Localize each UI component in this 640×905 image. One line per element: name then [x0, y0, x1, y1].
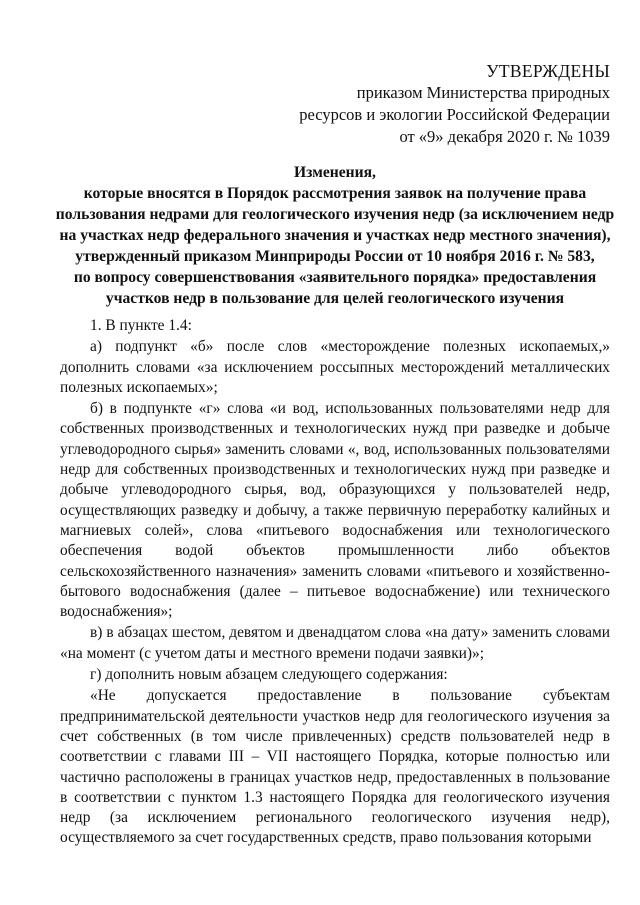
body-paragraph: «Не допускается предоставление в пользование субъектам предпринимательской деятельности участков недр для геологического изучения за счет собственных (в том числе привлеченных) средств пользователей недр в соответствии с главами III – VII настоящего Порядка, которые полностью или частично расположены в границах участков недр, предоставленных в пользование в соответствии с пунктом 1.3 настоящего Порядка для геологического изучения недр (за исключением регионального геологического изучения недр), осуществляемого за счет государственных средств, право пользования которыми — [60, 687, 610, 847]
heading-line: на участках недр федерального значения и участках недр местного значения), — [59, 227, 611, 244]
heading-line: по вопросу совершенствования «заявительного порядка» предоставления — [73, 269, 597, 286]
document-heading — [55, 162, 615, 309]
body-paragraph: б) в подпункте «г» слова «и вод, использованных пользователями недр для собственных производственных и технологических нужд при разведке и добыче углеводородного сырья» заменить словами «, вод, использованных пользователями недр для собственных производственных и технологических нужд при разведке и добыче углеводородного сырья, вод, образующихся у пользователей недр, осуществляющих разведку и добычу, а также первичную переработку калийных и магниевых солей», слова «питьевого водоснабжения или технологического обеспечения водой объектов промышленности либо объектов сельскохозяйственного назначения» заменить словами «питьевого и хозяйственно-бытового водоснабжения (далее – питьевое водоснабжение) или технического водоснабжения»; — [60, 400, 610, 621]
heading-line: которые вносятся в Порядок рассмотрения заявок на получение права — [83, 185, 587, 202]
document-body — [60, 316, 610, 850]
approval-line: приказом Министерства природных — [356, 83, 610, 102]
approval-stamp-block — [290, 60, 610, 148]
approval-title: УТВЕРЖДЕНЫ — [486, 61, 610, 81]
body-paragraph: в) в абзацах шестом, девятом и двенадцатом слова «на дату» заменить словами «на момент (с учетом даты и местного времени подачи заявки)»; — [60, 624, 610, 662]
body-paragraph: а) подпункт «б» после слов «месторождение полезных ископаемых,» дополнить словами «за исключением россыпных месторождений металлических полезных ископаемых»; — [60, 338, 610, 396]
body-paragraph: г) дополнить новым абзацем следующего содержания: — [90, 666, 448, 684]
heading-line: утвержденный приказом Минприроды России от 10 ноября 2016 г. № 583, — [75, 248, 595, 265]
body-paragraph: 1. В пункте 1.4: — [90, 317, 192, 334]
heading-line: Изменения, — [294, 164, 376, 181]
approval-line: от «9» декабря 2020 г. № 1039 — [399, 127, 610, 146]
heading-line: пользования недрами для геологического изучения недр (за исключением недр — [55, 206, 615, 223]
heading-line: участков недр в пользование для целей геологического изучения — [105, 290, 565, 307]
approval-line: ресурсов и экологии Российской Федерации — [299, 105, 610, 124]
